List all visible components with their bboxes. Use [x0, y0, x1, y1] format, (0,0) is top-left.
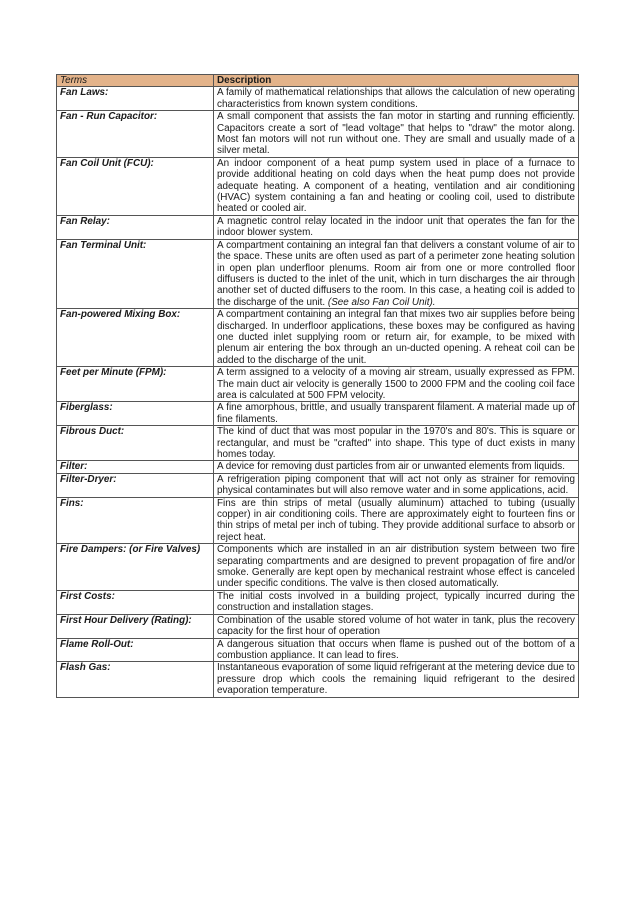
description-cell	[214, 638, 579, 662]
description-text: A fine amorphous, brittle, and usually transparent filament. A material made up of fine filaments.	[217, 402, 575, 425]
table-row	[57, 402, 579, 426]
header-terms: Terms	[57, 75, 214, 87]
description-cell	[214, 157, 579, 215]
term-cell: First Hour Delivery (Rating):	[57, 614, 214, 638]
table-row	[57, 87, 579, 111]
table-row	[57, 544, 579, 591]
term-cell: Fire Dampers: (or Fire Valves)	[57, 544, 214, 591]
description-text: Combination of the usable stored volume of hot water in tank, plus the recovery capacity for the first hour of operation	[217, 614, 575, 638]
term-cell: Filter:	[57, 461, 214, 473]
term-cell: Fan - Run Capacitor:	[57, 111, 214, 158]
description-cell	[214, 215, 579, 239]
table-row	[57, 111, 579, 158]
term-cell: Flash Gas:	[57, 662, 214, 697]
table-row	[57, 426, 579, 461]
description-text: A family of mathematical relationships that allows the calculation of new operating characteristics from known system conditions.	[217, 87, 575, 110]
term-cell: First Costs:	[57, 590, 214, 614]
description-text: A compartment containing an integral fan that delivers a constant volume of air to the space. These units are often used as part of a perimeter zone heating solution in open plan underfloor plenums. Room air from one or more controlled floor diffusers is ducted to the inlet of the unit, which in turn discharges the air through another set of ducted diffusers to the room. In this case, a heating coil is added to the discharge of the unit.	[217, 239, 575, 308]
description-text: Instantaneous evaporation of some liquid refrigerant at the metering device due to pressure drop which cools the remaining liquid refrigerant to the desired evaporation temperature.	[217, 662, 575, 697]
table-row	[57, 614, 579, 638]
description-text: A compartment containing an integral fan that mixes two air supplies before being discharged. In underfloor applications, these boxes may be configured as having one ducted inlet supplying room or return air, for example, to be mixed with plenum air entering the box through an un-ducted opening. A reheat coil can be added to the discharge of the unit.	[217, 309, 575, 366]
term-cell: Feet per Minute (FPM):	[57, 367, 214, 402]
glossary-table	[56, 74, 579, 698]
term-cell: Fibrous Duct:	[57, 426, 214, 461]
description-text: Fins are thin strips of metal (usually aluminum) attached to tubing (usually copper) in air conditioning coils. There are approximately eight to fourteen fins or thin strips of metal per inch of tubing. They provide additional surface to absorb or reject heat.	[217, 497, 575, 543]
description-cell	[214, 473, 579, 497]
term-cell: Fan Laws:	[57, 87, 214, 111]
document-page	[56, 74, 578, 698]
description-cell	[214, 662, 579, 697]
description-cell	[214, 461, 579, 473]
description-text: A refrigeration piping component that will act not only as strainer for removing physical contaminates but will also remove water and in some applications, acid.	[217, 473, 575, 497]
table-row	[57, 497, 579, 544]
table-row	[57, 367, 579, 402]
description-text: An indoor component of a heat pump system used in place of a furnace to provide additional heating on cold days when the heat pump does not provide adequate heating. A component of a heating, ventilation and air conditioning (HVAC) system containing a fan and heating or cooling coil, used to distribute heated or cooled air.	[217, 157, 575, 215]
description-cell	[214, 367, 579, 402]
table-row	[57, 638, 579, 662]
description-text: The kind of duct that was most popular in the 1970's and 80's. This is square or rectangular, and must be "crafted" into shape. This type of duct exists in many homes today.	[217, 426, 575, 460]
description-cell	[214, 111, 579, 158]
term-cell: Fins:	[57, 497, 214, 544]
table-row	[57, 239, 579, 308]
description-cell	[214, 614, 579, 638]
description-cell	[214, 426, 579, 461]
description-cell	[214, 497, 579, 544]
description-cell	[214, 402, 579, 426]
term-cell: Fan-powered Mixing Box:	[57, 309, 214, 367]
description-cell	[214, 87, 579, 111]
table-row	[57, 309, 579, 367]
description-text: Components which are installed in an air distribution system between two fire separating compartments and are designed to prevent propagation of fire and/or smoke. Generally are kept open by mechanical restraint whose effect is canceled under specific conditions. The valve is then closed automatically.	[217, 544, 575, 590]
table-row	[57, 590, 579, 614]
table-row	[57, 157, 579, 215]
table-row	[57, 215, 579, 239]
table-header-row	[57, 75, 579, 87]
description-cell	[214, 590, 579, 614]
glossary-rows	[57, 87, 579, 697]
header-description: Description	[214, 75, 579, 87]
description-text: A dangerous situation that occurs when flame is pushed out of the bottom of a combustion appliance. It can lead to fires.	[217, 638, 575, 661]
term-cell: Flame Roll-Out:	[57, 638, 214, 662]
term-cell: Fiberglass:	[57, 402, 214, 426]
description-cell	[214, 239, 579, 308]
term-cell: Fan Terminal Unit:	[57, 239, 214, 308]
description-cell	[214, 544, 579, 591]
description-text: A magnetic control relay located in the indoor unit that operates the fan for the indoor blower system.	[217, 215, 575, 239]
table-row	[57, 662, 579, 697]
term-cell: Fan Coil Unit (FCU):	[57, 157, 214, 215]
term-cell: Filter-Dryer:	[57, 473, 214, 497]
description-text: A term assigned to a velocity of a moving air stream, usually expressed as FPM. The main duct air velocity is generally 1500 to 2000 FPM and the cooling coil face area is calculated at 500 FPM velocity.	[217, 367, 575, 401]
table-row	[57, 461, 579, 473]
table-row	[57, 473, 579, 497]
description-text: A device for removing dust particles from air or unwanted elements from liquids.	[217, 461, 565, 473]
see-also-reference: (See also Fan Coil Unit).	[327, 296, 436, 308]
description-cell	[214, 309, 579, 367]
description-text: The initial costs involved in a building project, typically incurred during the construction and installation stages.	[217, 590, 575, 614]
term-cell: Fan Relay:	[57, 215, 214, 239]
description-text: A small component that assists the fan motor in starting and running efficiently. Capacitors create a sort of "lead voltage" that helps to "draw" the motor along. Most fan motors will not run without one. They are small and usually made of a silver metal.	[217, 111, 575, 157]
